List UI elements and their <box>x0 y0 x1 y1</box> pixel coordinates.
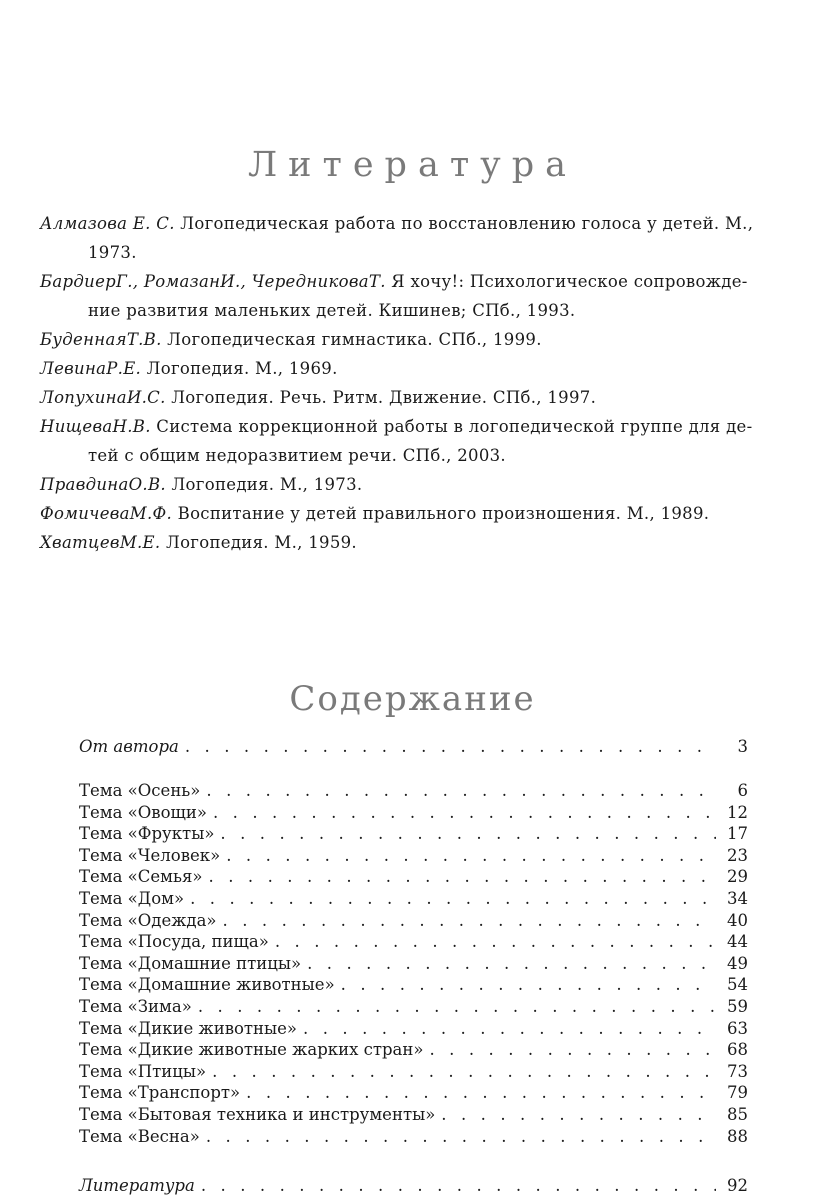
toc-row[interactable] <box>79 1061 748 1083</box>
toc-row[interactable] <box>79 1018 748 1040</box>
toc-page: 12 <box>727 802 748 822</box>
toc-leader <box>441 1104 716 1126</box>
toc-label: Тема «Одежда» <box>79 910 217 930</box>
toc-label: Тема «Осень» <box>79 781 201 800</box>
reference-text-cont: тей с общим недоразвитием речи. СПб., 2003. <box>88 446 506 465</box>
toc-leader <box>201 1175 716 1197</box>
reference-item <box>40 325 785 354</box>
toc-page: 88 <box>727 1126 748 1146</box>
toc-leader <box>198 996 716 1018</box>
reference-item <box>40 499 785 528</box>
toc-page: 34 <box>727 888 748 908</box>
toc-page: 40 <box>727 910 748 930</box>
toc-leader <box>209 866 717 888</box>
toc-page: 63 <box>727 1018 748 1038</box>
reference-item <box>40 267 785 325</box>
toc-label: Тема «Домашние животные» <box>79 975 335 995</box>
reference-author: БуденнаяТ.В. <box>40 330 162 349</box>
toc-leader <box>212 1061 716 1083</box>
toc-label: Тема «Домашние птицы» <box>79 953 302 973</box>
reference-text-cont: 1973. <box>88 243 137 262</box>
toc-leader <box>185 736 716 758</box>
contents-heading: Содержание <box>289 678 536 719</box>
toc-row[interactable] <box>79 953 748 975</box>
reference-item <box>40 470 785 499</box>
reference-author: Алмазова Е. С. <box>40 214 175 233</box>
toc-leader <box>429 1039 716 1061</box>
toc-label: Тема «Весна» <box>79 1126 200 1146</box>
reference-text: Воспитание у детей правильного произношения. М., 1989. <box>172 504 710 523</box>
reference-item <box>40 383 785 412</box>
toc-row[interactable] <box>79 1039 748 1061</box>
toc-leader <box>220 823 716 845</box>
toc-page: 49 <box>727 953 748 973</box>
toc-leader <box>246 1082 716 1104</box>
toc-page: 44 <box>727 932 748 952</box>
toc-page: 59 <box>727 996 748 1016</box>
toc-label: Тема «Дом» <box>79 888 185 908</box>
toc-label: Тема «Овощи» <box>79 802 207 822</box>
reference-item <box>40 209 785 267</box>
toc-leader <box>213 802 716 824</box>
toc-page: 6 <box>737 781 748 800</box>
reference-text: Логопедическая гимнастика. СПб., 1999. <box>161 330 542 349</box>
toc-row[interactable] <box>79 802 748 824</box>
toc-leader <box>223 910 716 932</box>
toc-page: 85 <box>727 1104 748 1124</box>
reference-text-cont: ние развития маленьких детей. Кишинев; СПб., 1993. <box>88 301 576 320</box>
toc-leader <box>190 888 716 910</box>
reference-item <box>40 354 785 383</box>
toc-row[interactable] <box>79 1082 748 1104</box>
toc-row[interactable] <box>79 974 748 996</box>
reference-text: Система коррекционной работы в логопедической группе для де- <box>150 417 753 436</box>
toc-page: 92 <box>727 1176 748 1195</box>
toc-page: 3 <box>737 737 748 756</box>
toc-label: Тема «Человек» <box>79 845 221 865</box>
reference-list <box>40 209 785 557</box>
reference-item <box>40 528 785 557</box>
reference-text: Логопедия. Речь. Ритм. Движение. СПб., 1997. <box>165 388 597 407</box>
toc-page: 29 <box>727 867 748 887</box>
reference-text: Логопедия. М., 1959. <box>160 533 357 552</box>
toc-leader <box>303 1018 716 1040</box>
toc-label: От автора <box>79 737 179 756</box>
toc-leader <box>206 1126 716 1148</box>
reference-text: Логопедическая работа по восстановлению голоса у детей. М., <box>174 214 754 233</box>
toc-label: Тема «Бытовая техника и инструменты» <box>79 1104 436 1124</box>
toc-page: 17 <box>727 824 748 844</box>
toc-row[interactable] <box>79 1126 748 1148</box>
reference-item <box>40 412 785 470</box>
toc-label: Тема «Семья» <box>79 867 203 887</box>
toc-leader <box>307 953 716 975</box>
reference-author: ХватцевМ.Е. <box>40 533 161 552</box>
toc-page: 23 <box>727 845 748 865</box>
toc-label: Тема «Транспорт» <box>79 1083 241 1103</box>
reference-text: Логопедия. М., 1969. <box>141 359 338 378</box>
toc-literature-entry <box>79 1175 748 1197</box>
toc-row[interactable] <box>79 823 748 845</box>
toc-row[interactable] <box>79 736 748 758</box>
toc-row[interactable] <box>79 866 748 888</box>
reference-author: ЛевинаР.Е. <box>40 359 142 378</box>
toc-page: 54 <box>727 975 748 995</box>
reference-author: НищеваН.В. <box>40 417 151 436</box>
toc-label: Тема «Дикие животные» <box>79 1018 298 1038</box>
literature-heading: Литература <box>247 145 578 186</box>
toc-label: Тема «Птицы» <box>79 1061 207 1081</box>
toc-row[interactable] <box>79 888 748 910</box>
toc-label: Тема «Фрукты» <box>79 824 215 844</box>
toc-row[interactable] <box>79 780 748 802</box>
toc-label: Тема «Посуда, пища» <box>79 932 269 952</box>
toc-row[interactable] <box>79 931 748 953</box>
reference-author: ПравдинаО.В. <box>40 475 166 494</box>
toc-row[interactable] <box>79 910 748 932</box>
reference-author: ЛопухинаИ.С. <box>40 388 166 407</box>
reference-author: ФомичеваМ.Ф. <box>40 504 173 523</box>
toc-row[interactable] <box>79 1104 748 1126</box>
toc-leader <box>206 780 716 802</box>
toc-author-entry <box>79 736 748 758</box>
toc-page: 73 <box>727 1061 748 1081</box>
toc-page: 79 <box>727 1083 748 1103</box>
reference-author: БардиерГ., РомазанИ., ЧередниковаТ. <box>40 272 386 291</box>
toc-row[interactable] <box>79 1175 748 1197</box>
toc-page: 68 <box>727 1040 748 1060</box>
toc-leader <box>275 931 716 953</box>
toc-label: Литература <box>79 1176 195 1195</box>
toc-leader <box>341 974 716 996</box>
reference-text: Я хочу!: Психологическое сопровожде- <box>385 272 748 291</box>
reference-text: Логопедия. М., 1973. <box>165 475 363 494</box>
toc-row[interactable] <box>79 996 748 1018</box>
toc-leader <box>226 845 716 867</box>
toc-row[interactable] <box>79 845 748 867</box>
toc-topics <box>79 780 748 1147</box>
toc-label: Тема «Зима» <box>79 996 192 1016</box>
toc-label: Тема «Дикие животные жарких стран» <box>79 1040 424 1060</box>
